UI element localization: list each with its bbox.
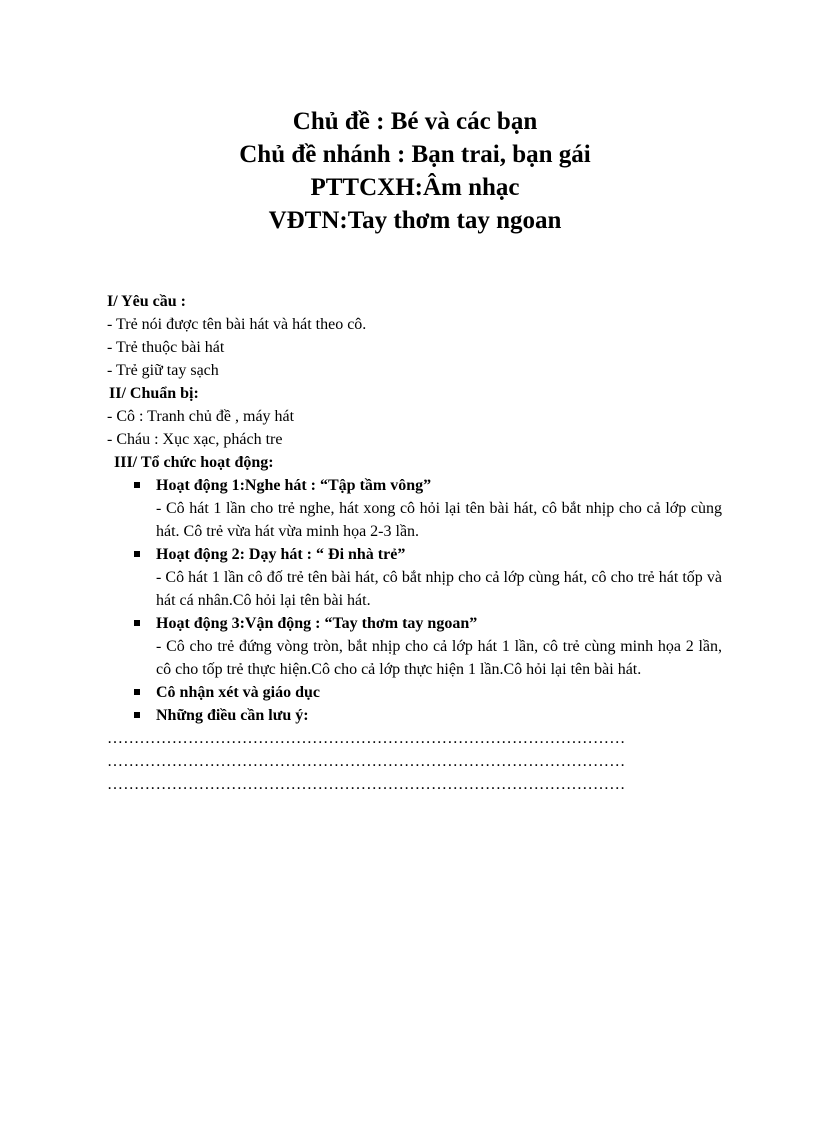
- square-bullet-icon: [134, 482, 140, 488]
- activity-title: Hoạt động 3:Vận động : “Tay thơm tay ngoan”: [156, 615, 478, 632]
- activity-notes: [107, 704, 722, 727]
- notes-line: ……………………………………………………………………………………: [107, 730, 626, 747]
- square-bullet-icon: [134, 551, 140, 557]
- activity-title: Cô nhận xét và giáo dục: [156, 684, 321, 701]
- lesson-content: [107, 290, 722, 796]
- preparation-heading: II/ Chuẩn bị:: [109, 385, 199, 402]
- activity-2: [107, 543, 722, 612]
- requirement-item: - Trẻ thuộc bài hát: [107, 339, 225, 356]
- square-bullet-icon: [134, 712, 140, 718]
- requirement-item: - Trẻ giữ tay sạch: [107, 362, 219, 379]
- activity-description: - Cô hát 1 lần cho trẻ nghe, hát xong cô hỏi lại tên bài hát, cô bắt nhịp cho cả lớp cùng hát. Cô trẻ vừa hát vừa minh họa 2-3 lần.: [156, 500, 722, 540]
- activity-review: [107, 681, 722, 704]
- activity-title: Những điều cần lưu ý:: [156, 707, 309, 724]
- subject-title: PTTCXH:Âm nhạc: [310, 174, 520, 201]
- notes-line: ……………………………………………………………………………………: [107, 776, 626, 793]
- lesson-title: VĐTN:Tay thơm tay ngoan: [268, 207, 562, 234]
- activity-1: [107, 474, 722, 543]
- square-bullet-icon: [134, 689, 140, 695]
- activity-3: [107, 612, 722, 681]
- requirements-heading: I/ Yêu cầu :: [107, 293, 186, 310]
- organization-heading: III/ Tổ chức hoạt động:: [114, 454, 274, 471]
- activity-description: - Cô hát 1 lần cô đố trẻ tên bài hát, cô bắt nhịp cho cả lớp cùng hát, cô cho trẻ hát tốp và hát cá nhân.Cô hỏi lại tên bài hát.: [156, 569, 722, 609]
- requirement-item: - Trẻ nói được tên bài hát và hát theo cô.: [107, 316, 367, 333]
- preparation-item: - Cháu : Xục xạc, phách tre: [107, 431, 283, 448]
- square-bullet-icon: [134, 620, 140, 626]
- topic-title: Chủ đề : Bé và các bạn: [292, 108, 538, 135]
- activity-title: Hoạt động 2: Dạy hát : “ Đi nhà trẻ”: [156, 546, 406, 563]
- activity-description: - Cô cho trẻ đứng vòng tròn, bắt nhịp cho cả lớp hát 1 lần, cô trẻ cùng minh họa 2 lần, cô cho tốp trẻ thực hiện.Cô cho cả lớp thực hiện 1 lần.Cô hỏi lại tên bài hát.: [156, 638, 722, 678]
- title-block: [0, 105, 816, 237]
- subtopic-title: Chủ đề nhánh : Bạn trai, bạn gái: [239, 141, 591, 168]
- notes-line: ……………………………………………………………………………………: [107, 753, 626, 770]
- activity-title: Hoạt động 1:Nghe hát : “Tập tầm vông”: [156, 477, 432, 494]
- preparation-item: - Cô : Tranh chủ đề , máy hát: [107, 408, 295, 425]
